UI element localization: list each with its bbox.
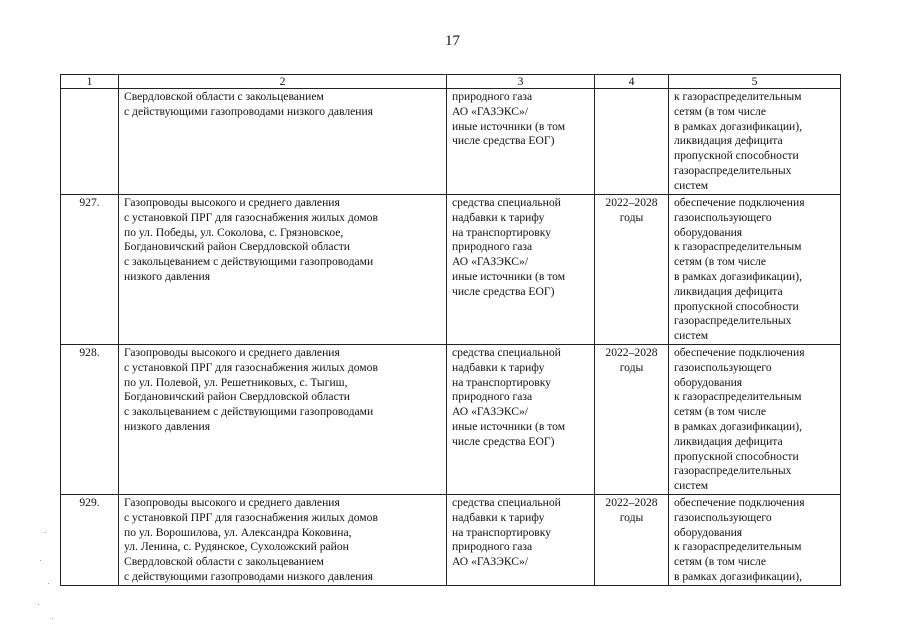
funding-source-cell: средства специальной надбавки к тарифу на транспортировку природного газа АО «ГАЗЭКС»/ <box>447 494 595 585</box>
gas-pipeline-table <box>60 74 841 586</box>
table-row-928 <box>61 344 841 494</box>
object-name-cell: Газопроводы высокого и среднего давления с установкой ПРГ для газоснабжения жилых домов по ул. Ворошилова, ул. Александра Коковина, ул. Ленина, с. Рудянское, Сухоложский район Свердловской области с закольцеванием с действующими газопроводами низкого давления <box>119 494 447 585</box>
row-number <box>61 89 119 195</box>
row-number: 929. <box>61 494 119 585</box>
object-name-cell: Свердловской области с закольцеванием с действующими газопроводами низкого давления <box>119 89 447 195</box>
purpose-cell: обеспечение подключения газоиспользующего оборудования к газораспределительным сетям (в том числе в рамках догазификации), <box>669 494 841 585</box>
row-number: 928. <box>61 344 119 494</box>
funding-source-cell: средства специальной надбавки к тарифу на транспортировку природного газа АО «ГАЗЭКС»/ иные источники (в том числе средства ЕОГ) <box>447 344 595 494</box>
scan-speck <box>45 532 46 533</box>
column-header-5: 5 <box>669 75 841 89</box>
column-header-2: 2 <box>119 75 447 89</box>
table-row-continuation <box>61 89 841 195</box>
period-cell <box>595 89 669 195</box>
funding-source-cell: природного газа АО «ГАЗЭКС»/ иные источники (в том числе средства ЕОГ) <box>447 89 595 195</box>
object-name-cell: Газопроводы высокого и среднего давления с установкой ПРГ для газоснабжения жилых домов по ул. Полевой, ул. Решетниковых, с. Тыгиш, Богдановичский район Свердловской области с закольцеванием с действующими газопроводами низкого давления <box>119 344 447 494</box>
column-number-row <box>61 75 841 89</box>
purpose-cell: к газораспределительным сетям (в том числе в рамках догазификации), ликвидация дефицита пропускной способности газораспределительных систем <box>669 89 841 195</box>
purpose-cell: обеспечение подключения газоиспользующего оборудования к газораспределительным сетям (в том числе в рамках догазификации), ликвидация дефицита пропускной способности газораспределительных систем <box>669 195 841 345</box>
funding-source-cell: средства специальной надбавки к тарифу на транспортировку природного газа АО «ГАЗЭКС»/ иные источники (в том числе средства ЕОГ) <box>447 195 595 345</box>
scan-speck <box>52 618 53 619</box>
scan-speck <box>40 560 41 561</box>
row-number: 927. <box>61 195 119 345</box>
table-row-927 <box>61 195 841 345</box>
scan-speck <box>38 604 39 605</box>
page-number: 17 <box>445 33 460 49</box>
period-cell: 2022–2028 годы <box>595 195 669 345</box>
column-header-3: 3 <box>447 75 595 89</box>
scan-speck <box>48 583 49 584</box>
period-cell: 2022–2028 годы <box>595 494 669 585</box>
column-header-1: 1 <box>61 75 119 89</box>
object-name-cell: Газопроводы высокого и среднего давления с установкой ПРГ для газоснабжения жилых домов по ул. Победы, ул. Соколова, с. Грязновское, Богдановичский район Свердловской области с закольцеванием с действующими газопроводами низкого давления <box>119 195 447 345</box>
period-cell: 2022–2028 годы <box>595 344 669 494</box>
column-header-4: 4 <box>595 75 669 89</box>
table-row-929 <box>61 494 841 585</box>
purpose-cell: обеспечение подключения газоиспользующего оборудования к газораспределительным сетям (в том числе в рамках догазификации), ликвидация дефицита пропускной способности газораспределительных систем <box>669 344 841 494</box>
